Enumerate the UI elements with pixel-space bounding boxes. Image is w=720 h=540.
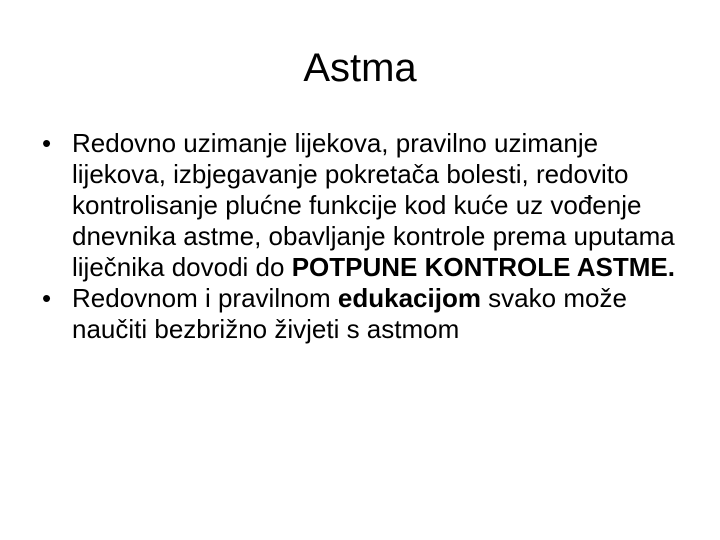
- bullet-1-emphasis: POTPUNE KONTROLE ASTME: [291, 252, 668, 282]
- bullet-1-text: Redovno uzimanje lijekova, pravilno uzimanje lijekova, izbjegavanje pokretača bolesti, redovito kontrolisanje plućne funkcije kod kuće uz vođenje dnevnika astme, obavljanje kontrole prema uputama liječnika dovodi do: [72, 128, 675, 282]
- bullet-1-end: .: [667, 252, 675, 282]
- bullet-item-1: [42, 128, 682, 283]
- slide-title: Astma: [303, 46, 417, 90]
- bullet-item-2: [42, 283, 682, 345]
- bullet-2-end: svako može naučiti bezbrižno živjeti s astmom: [72, 283, 627, 344]
- bullet-dot-icon: •: [42, 283, 52, 313]
- bullet-list: [42, 128, 682, 345]
- bullet-dot-icon: •: [42, 128, 52, 158]
- bullet-2-text: Redovnom i pravilnom: [72, 283, 338, 313]
- bullet-2-emphasis: edukacijom: [337, 283, 481, 313]
